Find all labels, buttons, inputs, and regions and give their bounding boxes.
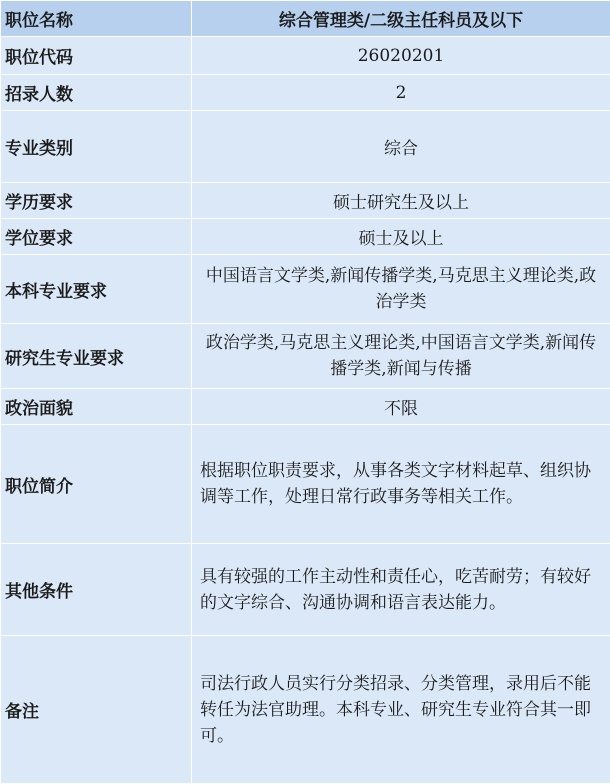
table-row — [1, 111, 610, 183]
table-row — [1, 183, 610, 219]
table-row — [1, 37, 610, 75]
row-value-headcount: 2 — [192, 75, 610, 111]
row-label-position-code: 职位代码 — [1, 37, 192, 75]
table-row — [1, 544, 610, 636]
row-label-position-name: 职位名称 — [1, 1, 192, 37]
row-label-remarks: 备注 — [1, 636, 192, 784]
row-label-job-description: 职位简介 — [1, 425, 192, 544]
row-value-position-name: 综合管理类/二级主任科员及以下 — [192, 1, 610, 37]
row-value-other-conditions: 具有较强的工作主动性和责任心，吃苦耐劳；有较好的文字综合、沟通协调和语言表达能力。 — [192, 544, 610, 636]
table-row — [1, 255, 610, 324]
row-value-major-category: 综合 — [192, 111, 610, 183]
table-row — [1, 75, 610, 111]
row-value-undergrad-major: 中国语言文学类,新闻传播学类,马克思主义理论类,政治学类 — [192, 255, 610, 324]
row-label-headcount: 招录人数 — [1, 75, 192, 111]
row-value-education: 硕士研究生及以上 — [192, 183, 610, 219]
table-row — [1, 324, 610, 389]
row-label-education: 学历要求 — [1, 183, 192, 219]
row-value-political-status: 不限 — [192, 389, 610, 425]
row-label-degree: 学位要求 — [1, 219, 192, 255]
table-row — [1, 219, 610, 255]
row-value-grad-major: 政治学类,马克思主义理论类,中国语言文学类,新闻传播学类,新闻与传播 — [192, 324, 610, 389]
row-value-position-code: 26020201 — [192, 37, 610, 75]
row-label-grad-major: 研究生专业要求 — [1, 324, 192, 389]
row-label-undergrad-major: 本科专业要求 — [1, 255, 192, 324]
row-value-remarks: 司法行政人员实行分类招录、分类管理，录用后不能转任为法官助理。本科专业、研究生专业符合其一即可。 — [192, 636, 610, 784]
table-row — [1, 425, 610, 544]
row-value-job-description: 根据职位职责要求，从事各类文字材料起草、组织协调等工作，处理日常行政事务等相关工作。 — [192, 425, 610, 544]
row-label-other-conditions: 其他条件 — [1, 544, 192, 636]
row-label-major-category: 专业类别 — [1, 111, 192, 183]
table-row — [1, 636, 610, 784]
table-row — [1, 1, 610, 37]
row-label-political-status: 政治面貌 — [1, 389, 192, 425]
table-row — [1, 389, 610, 425]
row-value-degree: 硕士及以上 — [192, 219, 610, 255]
